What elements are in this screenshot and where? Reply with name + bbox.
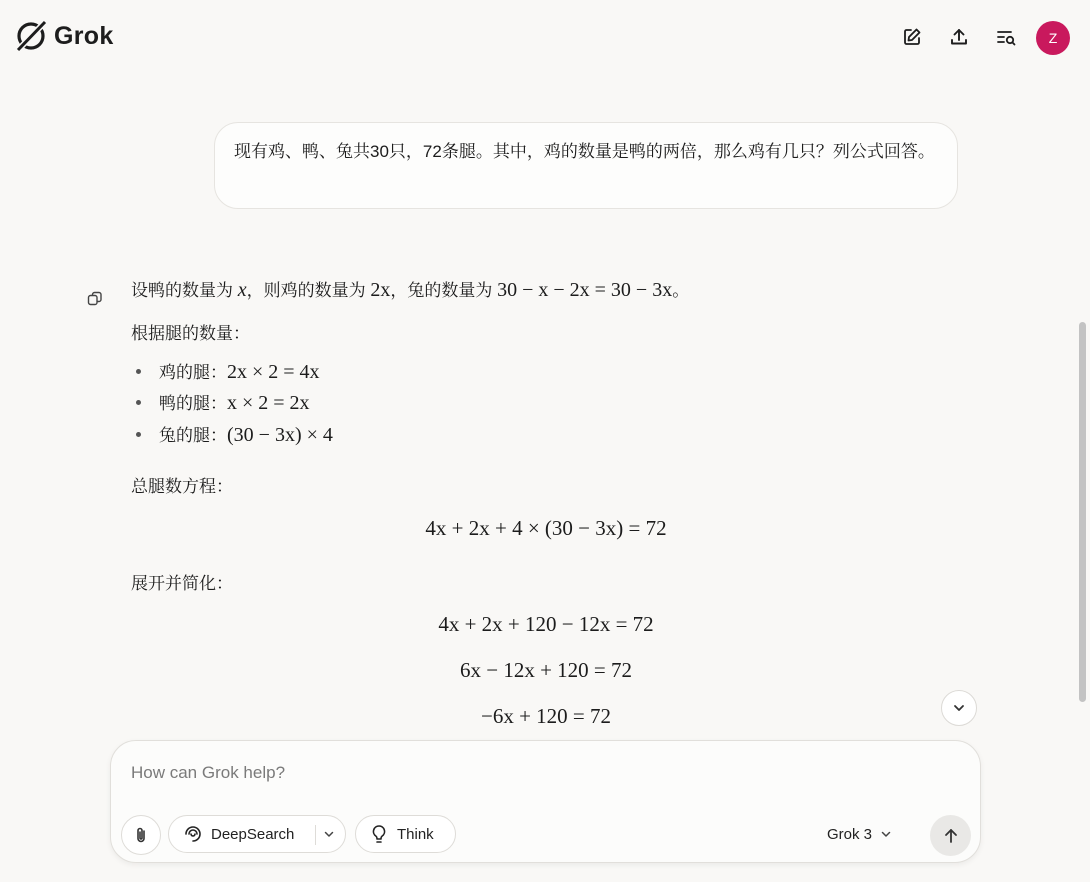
scroll-to-bottom-button[interactable]: [941, 690, 977, 726]
deepsearch-options-button[interactable]: [321, 826, 337, 846]
model-label: Grok 3: [827, 825, 873, 843]
copy-message-button[interactable]: [86, 290, 104, 308]
answer-paragraph-4: 展开并简化：: [131, 574, 233, 593]
history-search-button[interactable]: [991, 22, 1021, 52]
lightbulb-icon: [370, 824, 388, 844]
deepsearch-button[interactable]: [168, 815, 346, 853]
upload-icon: [949, 27, 969, 47]
equation-4: −6x + 120 = 72: [480, 704, 612, 728]
prompt-input[interactable]: [131, 763, 931, 783]
equation-3: 6x − 12x + 120 = 72: [459, 658, 633, 682]
user-avatar[interactable]: Z: [1036, 21, 1070, 55]
answer-paragraph-3: 总腿数方程：: [131, 477, 233, 496]
scrollbar-thumb[interactable]: [1079, 322, 1086, 702]
attach-button[interactable]: [121, 815, 161, 855]
arrow-up-icon: [942, 827, 960, 845]
send-button[interactable]: [930, 815, 971, 856]
grok-logo[interactable]: [14, 19, 114, 53]
history-search-icon: [995, 27, 1017, 47]
model-selector[interactable]: [827, 815, 894, 853]
edit-icon: [902, 27, 922, 47]
bullet-item: 兔的腿：(30 − 3x) × 4: [131, 421, 333, 447]
equation-2: 4x + 2x + 120 − 12x = 72: [438, 612, 654, 636]
chevron-down-icon: [951, 700, 967, 716]
share-button[interactable]: [944, 22, 974, 52]
bullet-item: 鸭的腿：x × 2 = 2x: [131, 389, 310, 415]
paperclip-icon: [133, 826, 149, 844]
new-chat-button[interactable]: [897, 22, 927, 52]
bullet-item: 鸡的腿：2x × 2 = 4x: [131, 358, 320, 384]
logo-text: Grok: [54, 21, 114, 50]
composer: [110, 740, 981, 863]
deepsearch-label: DeepSearch: [211, 825, 295, 843]
copy-icon: [86, 290, 104, 308]
user-message-bubble: 现有鸡、鸭、兔共30只，72条腿。其中，鸡的数量是鸭的两倍，那么鸡有几只？列公式回答。: [214, 122, 958, 209]
answer-paragraph-2: 根据腿的数量：: [131, 324, 250, 343]
answer-paragraph-1: 设鸭的数量为 x，则鸡的数量为 2x，兔的数量为 30 − x − 2x = 30 − 3x。: [131, 279, 690, 301]
top-header: [0, 0, 1090, 74]
think-button[interactable]: [355, 815, 456, 853]
divider: [315, 825, 316, 845]
grok-logo-icon: [14, 19, 48, 53]
equation-1: 4x + 2x + 4 × (30 − 3x) = 72: [425, 516, 667, 540]
chevron-down-icon: [321, 826, 337, 842]
think-label: Think: [397, 825, 434, 843]
deepsearch-icon: [183, 824, 203, 844]
chevron-down-icon: [878, 826, 894, 842]
